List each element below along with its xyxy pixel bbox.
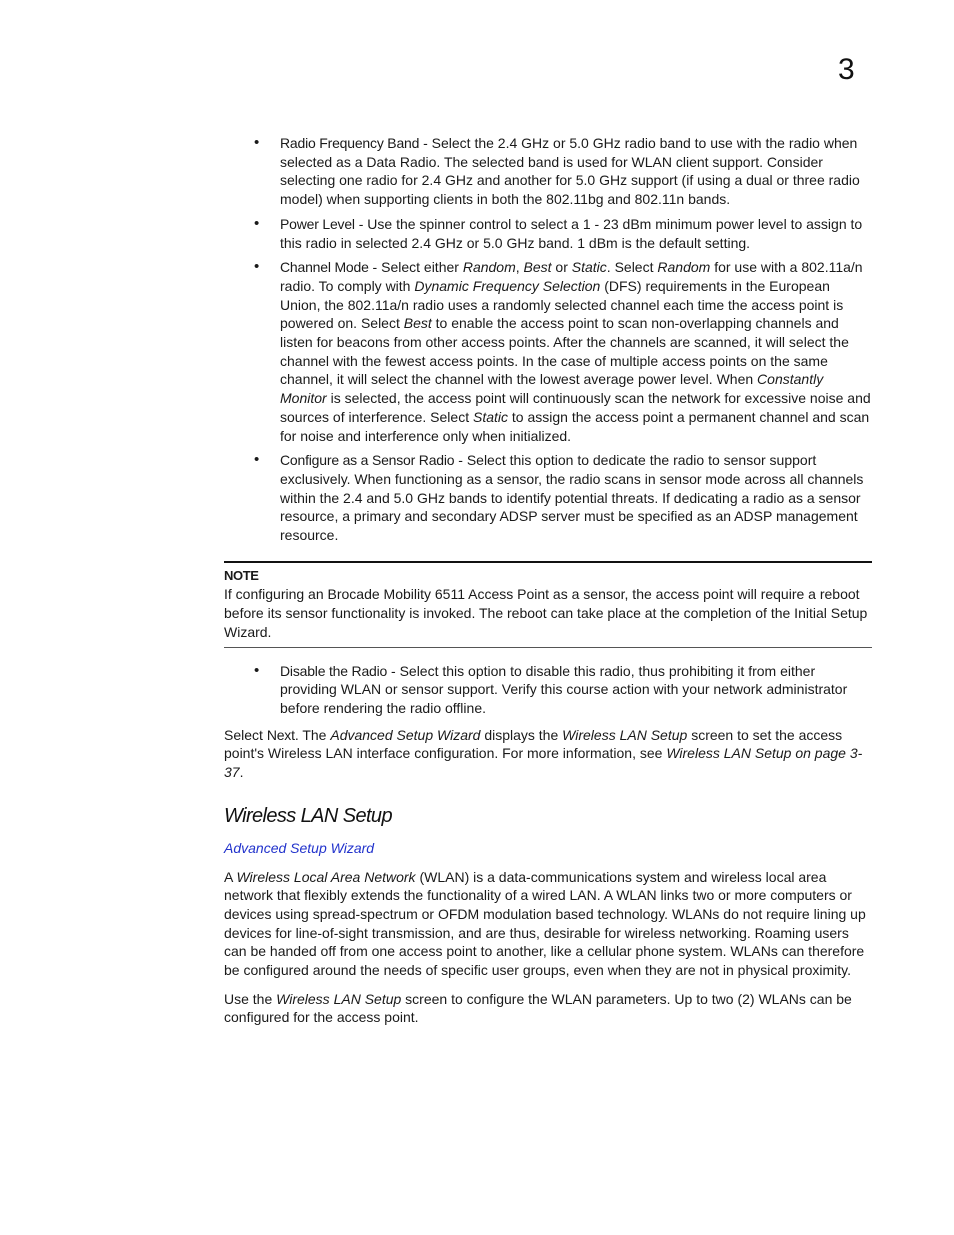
emphasis-text: Dynamic Frequency Selection xyxy=(414,277,601,294)
note-box xyxy=(224,561,872,648)
wlan-description-paragraph xyxy=(224,868,872,980)
option-item xyxy=(224,258,872,445)
body-text: to assign the access point a permanent channel and scan for noise and interference only when initialized. xyxy=(280,408,870,444)
option-item xyxy=(224,662,872,718)
wlan-usage-paragraph xyxy=(224,990,872,1027)
bullet-icon: • xyxy=(254,134,260,151)
body-text: . The xyxy=(294,726,331,743)
body-text: is selected, the access point will continuously scan the network for excessive noise and sources of interference. Select xyxy=(280,390,871,425)
select-next-paragraph xyxy=(224,726,872,782)
body-text: A xyxy=(224,868,237,885)
note-text: If configuring an Brocade Mobility 6511 Access Point as a sensor, the access point will require a reboot before its sensor functionality is invoked. The reboot can take place at the completion of the Initial Setup Wizard. xyxy=(224,586,868,640)
emphasis-text: Static xyxy=(571,259,607,276)
body-text: (DFS) requirements in the European Union, the 802.11a/n radio uses a randomly selected channel each time the access point is powered on. Select xyxy=(280,277,844,332)
bullet-icon: • xyxy=(254,258,260,276)
emphasis-text: Random xyxy=(462,259,516,276)
option-item xyxy=(224,134,872,209)
emphasis-text: Wireless LAN Setup on page 3-37 xyxy=(224,745,863,781)
body-text: screen to configure the WLAN parameters. Up to two (2) WLANs can be configured for the access point. xyxy=(224,990,852,1026)
body-text: - Select this option to dedicate the radio to sensor support exclusively. When functioning as a sensor, the radio scans in sensor mode across all channels within the 2.4 and 5.0 GHz bands to identify potential threats. If dedicating a radio as a sensor resource, a primary and secondary ADSP server must be specified as an ADSP management resource. xyxy=(280,452,864,544)
body-text: screen to set the access point's Wireless LAN interface configuration. For more information, see xyxy=(224,726,843,762)
body-text: for use with a 802.11a/n radio. To comply with xyxy=(280,259,863,294)
body-text: - Select either xyxy=(368,259,463,276)
body-text: . Select xyxy=(606,259,658,276)
bullet-icon: • xyxy=(254,451,260,469)
body-text: . xyxy=(239,764,244,781)
body-text: displays the xyxy=(480,726,563,743)
option-item xyxy=(224,451,872,545)
ui-term: Next xyxy=(266,726,295,743)
emphasis-text: Constantly Monitor xyxy=(280,371,824,407)
body-text: Select xyxy=(224,726,267,743)
option-term: Radio Frequency Band xyxy=(280,135,420,151)
note-label: NOTE xyxy=(224,567,259,583)
page-content xyxy=(224,134,872,1027)
advanced-setup-wizard-link[interactable]: Advanced Setup Wizard xyxy=(224,839,375,856)
body-text: - Select this option to disable this radio, thus prohibiting it from either providing WLAN or sensor support. Verify this course action with your network administrator before rendering the radio offline. xyxy=(280,662,848,716)
option-term: Channel Mode xyxy=(280,259,369,276)
emphasis-text: Best xyxy=(523,259,552,276)
option-item xyxy=(224,215,872,252)
option-term: Power Level xyxy=(280,215,355,232)
option-list xyxy=(224,134,872,545)
bullet-icon: • xyxy=(254,214,260,232)
option-term: Configure as a Sensor Radio xyxy=(280,452,455,469)
option-list-disable xyxy=(224,662,872,718)
emphasis-text: Advanced Setup Wizard xyxy=(330,726,481,743)
body-text: (WLAN) is a data-communications system and wireless local area network that flexibly extends the functionality of a wired LAN. A WLAN links two or more computers or devices using spread-spectrum or OFDM modulation based technology. WLANs do not require lining up devices for line-of-sight transmission, and are thus, desirable for wireless networking. Roaming users can be handed off from one access point to another, like a cellular phone system. WLANs can therefore be configured around the needs of specific user groups, even when they are not in physical proximity. xyxy=(224,868,866,979)
body-text: - Select the 2.4 GHz or 5.0 GHz radio band to use with the radio when selected as a Data Radio. The selected band is used for WLAN client support. Consider selecting one radio for 2.4 GHz and another for 5.0 GHz support (if using a dual or three radio model) when supporting clients in both the 802.11bg and 802.11n bands. xyxy=(280,135,860,208)
emphasis-text: Random xyxy=(657,259,711,276)
body-text: to enable the access point to scan non-overlapping channels and listen for beacons from other access points. After the channels are scanned, it will select the channel with the fewest access points. In the case of multiple access points on the same channel, it will select the channel with the lowest average power level. When xyxy=(280,315,849,388)
emphasis-text: Wireless LAN Setup xyxy=(562,726,688,743)
section-heading: Wireless LAN Setup xyxy=(224,804,392,827)
chapter-number: 3 xyxy=(838,53,855,86)
bullet-icon: • xyxy=(254,661,260,679)
body-text: Use the xyxy=(224,990,277,1007)
emphasis-text: Wireless Local Area Network xyxy=(236,868,416,885)
emphasis-text: Static xyxy=(473,408,509,425)
emphasis-text: Wireless LAN Setup xyxy=(276,990,402,1007)
body-text: - Use the spinner control to select a 1 - 23 dBm minimum power level to assign to this radio in selected 2.4 GHz or 5.0 GHz band. 1 dBm is the default setting. xyxy=(280,215,863,251)
option-term: Disable the Radio xyxy=(280,662,388,679)
body-text: , xyxy=(515,259,524,276)
emphasis-text: Best xyxy=(403,315,432,332)
body-text: or xyxy=(551,259,572,276)
